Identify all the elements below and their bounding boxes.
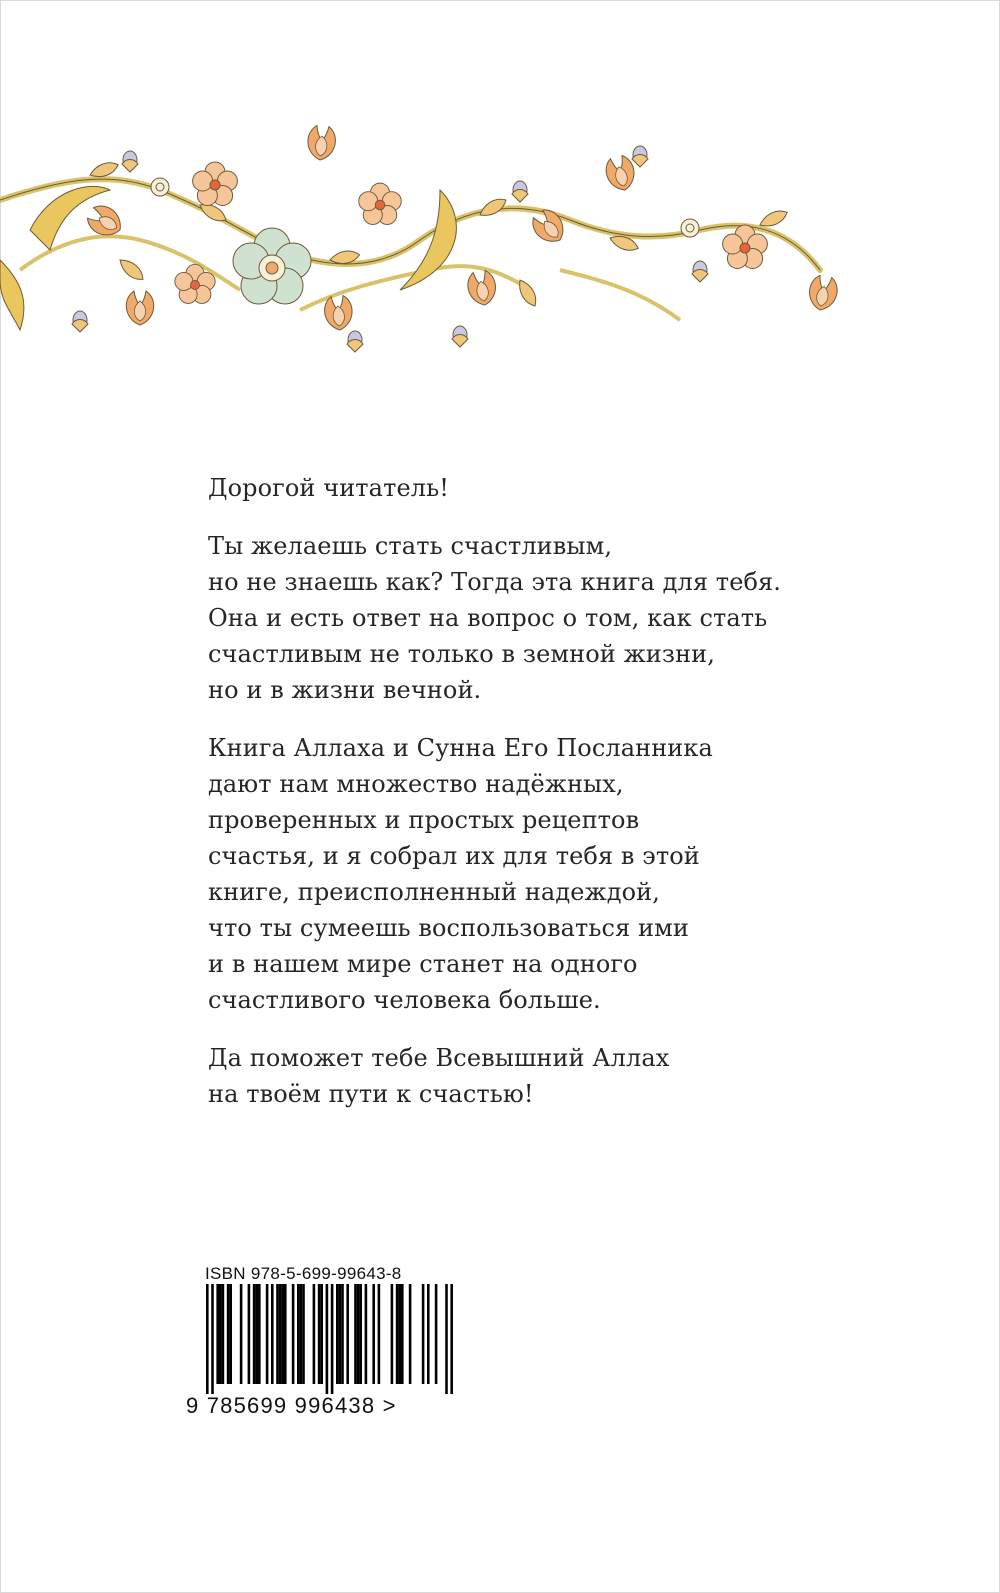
barcode-bar: [378, 1284, 381, 1384]
barcode-bar: [281, 1284, 284, 1384]
floral-vine-icon: [0, 120, 880, 360]
barcode-bar: [409, 1284, 412, 1384]
barcode-bar: [359, 1284, 362, 1384]
barcode-icon: [186, 1284, 456, 1396]
barcode-bar: [297, 1284, 300, 1384]
barcode-bar: [279, 1284, 282, 1384]
barcode-bar: [354, 1284, 357, 1384]
barcode-bar: [320, 1284, 323, 1384]
barcode-bar: [240, 1284, 243, 1384]
barcode-bar: [276, 1284, 279, 1384]
barcode-bar: [372, 1284, 375, 1384]
barcode-bar: [266, 1284, 269, 1384]
barcode-bar: [222, 1284, 225, 1384]
paragraph-quran-sunnah: Книга Аллаха и Сунна Его Посланника дают нам множество надёжных, проверенных и простых рецептов счастья, и я собрал их для тебя в этой книге, преисполненный надеждой, что ты сумеешь воспользоваться ими и в нашем мире станет на одного счастливого человека больше.: [208, 734, 713, 1014]
barcode-bar: [445, 1284, 448, 1394]
paragraph-intro: Ты желаешь стать счастливым, но не знаешь как? Тогда эта книга для тебя. Она и есть ответ на вопрос о том, как стать счастливым не только в земной жизни, но и в жизни вечной.: [208, 532, 782, 704]
barcode-bar: [253, 1284, 256, 1384]
barcode-bar: [216, 1284, 219, 1384]
barcode-bar: [284, 1284, 287, 1384]
barcode-bar: [398, 1284, 401, 1384]
barcode-bar: [302, 1284, 305, 1384]
barcode-bar: [427, 1284, 430, 1384]
back-cover-text: [208, 470, 828, 1134]
barcode-bar: [365, 1284, 368, 1384]
barcode-bar: [271, 1284, 274, 1384]
barcode-bar: [318, 1284, 321, 1384]
barcode-bar: [211, 1284, 214, 1394]
barcode-bar: [227, 1284, 230, 1384]
barcode-bar: [396, 1284, 399, 1384]
barcode-bar: [313, 1284, 316, 1384]
barcode-bar: [357, 1284, 360, 1384]
barcode-bar: [219, 1284, 222, 1384]
barcode-bar: [300, 1284, 303, 1384]
barcode-bar: [229, 1284, 232, 1384]
barcode-bar: [292, 1284, 295, 1384]
barcode-bar: [248, 1284, 251, 1384]
paragraph-blessing: Да поможет тебе Всевышний Аллах на твоём пути к счастью!: [208, 1044, 670, 1108]
barcode-bar: [331, 1284, 334, 1394]
barcode-digits: 9 785699 996438 >: [186, 1393, 397, 1418]
barcode-bar: [326, 1284, 329, 1394]
barcode-bar: [339, 1284, 342, 1384]
barcode-bar: [336, 1284, 339, 1384]
barcode-bar: [435, 1284, 438, 1384]
barcode-bar: [206, 1284, 209, 1394]
barcode-bar: [450, 1284, 453, 1394]
isbn-label: ISBN 978-5-699-99643-8: [205, 1264, 402, 1283]
barcode-bar: [346, 1284, 349, 1384]
barcode-bar: [391, 1284, 394, 1384]
barcode-bar: [258, 1284, 261, 1384]
greeting: Дорогой читатель!: [208, 474, 450, 502]
barcode-bar: [255, 1284, 258, 1384]
barcode-bar: [401, 1284, 404, 1384]
barcode-bar: [422, 1284, 425, 1384]
barcode-bar: [341, 1284, 344, 1384]
